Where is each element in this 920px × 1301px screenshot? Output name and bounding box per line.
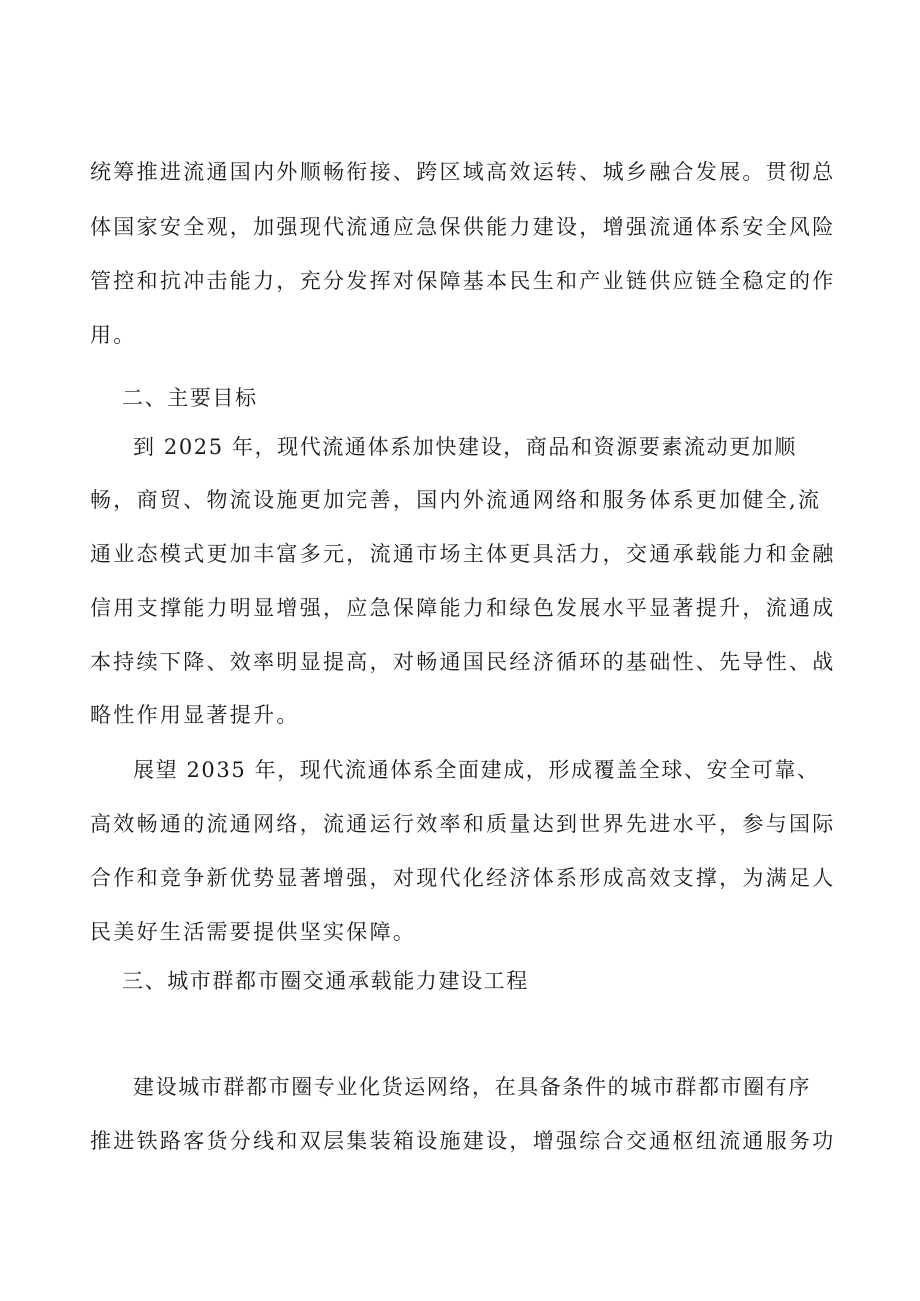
paragraph-line: 管控和抗冲击能力，充分发挥对保障基本民生和产业链供应链全稳定的作: [90, 269, 836, 293]
paragraph-line: 建设城市群都市圈专业化货运网络，在具备条件的城市群都市圈有序: [133, 1075, 811, 1099]
paragraph-line: 合作和竞争新优势显著增强，对现代化经济体系形成高效支撑，为满足人: [90, 866, 836, 890]
paragraph-line: 到 2025 年，现代流通体系加快建设，商品和资源要素流动更加顺: [133, 435, 797, 459]
paragraph-line: 高效畅通的流通网络，流通运行效率和质量达到世界先进水平，参与国际: [90, 812, 836, 836]
paragraph-line: 推进铁路客货分线和双层集装箱设施建设，增强综合交通枢纽流通服务功: [90, 1129, 836, 1153]
paragraph-line: 体国家安全观，加强现代流通应急保供能力建设，增强流通体系安全风险: [90, 215, 836, 239]
section-heading-main-goals: 二、主要目标: [122, 386, 258, 410]
paragraph-line: 民美好生活需要提供坚实保障。: [90, 920, 417, 944]
paragraph-line: 通业态模式更加丰富多元，流通市场主体更具活力，交通承载能力和金融: [90, 542, 836, 566]
paragraph-line: 本持续下降、效率明显提高，对畅通国民经济循环的基础性、先导性、战: [90, 650, 836, 674]
paragraph-line: 展望 2035 年，现代流通体系全面建成，形成覆盖全球、安全可靠、: [133, 758, 820, 782]
paragraph-line: 略性作用显著提升。: [90, 703, 300, 727]
paragraph-line: 信用支撑能力明显增强，应急保障能力和绿色发展水平显著提升，流通成: [90, 596, 836, 620]
section-heading-transport-project: 三、城市群都市圈交通承载能力建设工程: [122, 969, 529, 993]
paragraph-line: 统筹推进流通国内外顺畅衔接、跨区域高效运转、城乡融合发展。贯彻总: [90, 160, 836, 184]
paragraph-line: 畅，商贸、物流设施更加完善，国内外流通网络和服务体系更加健全,流: [90, 488, 822, 512]
paragraph-line: 用。: [90, 323, 137, 347]
